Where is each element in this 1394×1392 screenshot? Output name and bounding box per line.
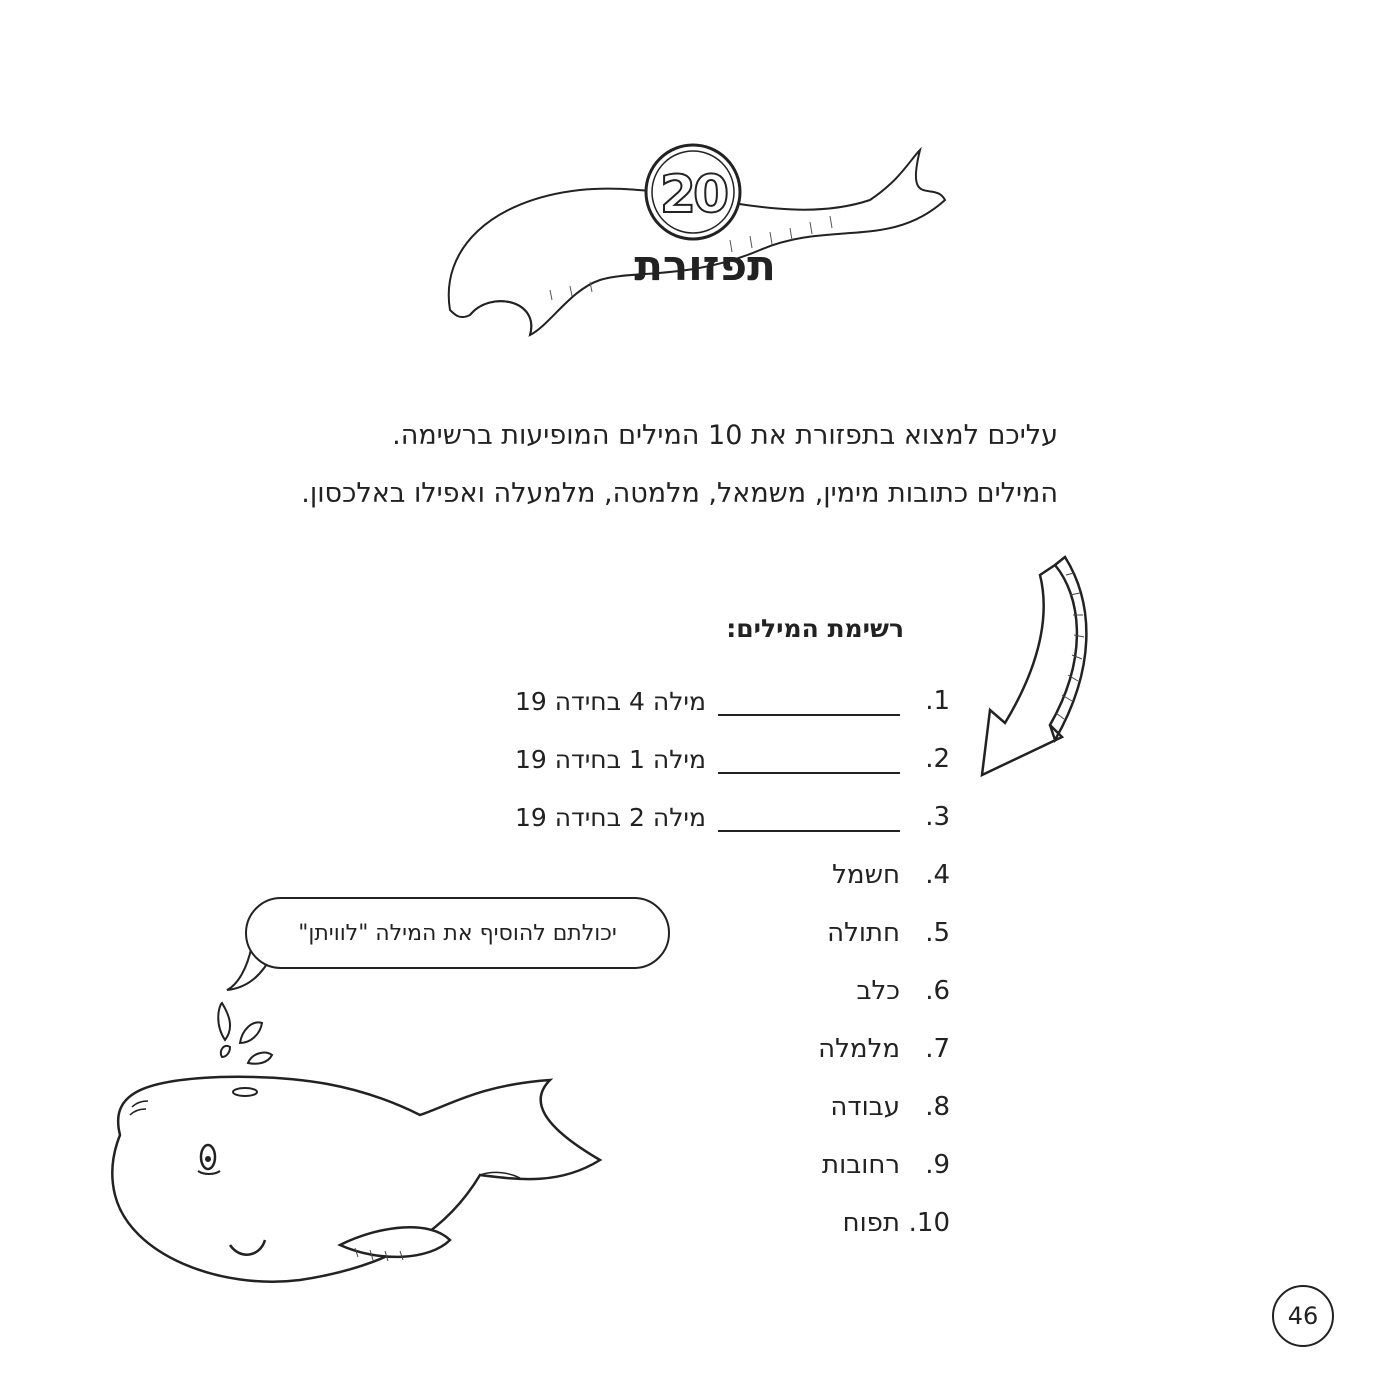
speech-bubble: יכולתם להוסיף את המילה "לוויתן" (245, 897, 670, 969)
list-item (818, 1024, 950, 1064)
item-number: 2. (925, 744, 950, 774)
item-hint: מילה 4 בחידה 19 (514, 687, 706, 716)
list-item (843, 1198, 950, 1238)
item-number: 4. (925, 860, 950, 890)
item-word: עבודה (830, 1092, 900, 1122)
whale-icon (100, 995, 610, 1295)
answer-line[interactable] (718, 748, 900, 774)
item-hint: מילה 2 בחידה 19 (514, 803, 706, 832)
list-item (822, 1140, 950, 1180)
item-number: 5. (925, 918, 950, 948)
list-item (515, 676, 950, 716)
answer-line[interactable] (718, 690, 900, 716)
item-number: 1. (925, 686, 950, 716)
word-list-title: רשימת המילים: (726, 614, 904, 643)
item-word: תפוח (842, 1208, 900, 1238)
answer-line[interactable] (718, 806, 900, 832)
item-word: כלב (856, 976, 900, 1006)
list-item (856, 966, 950, 1006)
curved-arrow-icon (970, 545, 1120, 785)
item-number: 3. (925, 802, 950, 832)
list-item (827, 908, 950, 948)
item-number: 6. (925, 976, 950, 1006)
list-item (830, 1082, 950, 1122)
list-item (515, 792, 950, 832)
instruction-line-1: עליכם למצוא בתפזורת את 10 המילים המופיעות ברשימה. (392, 420, 1058, 451)
item-number: 9. (925, 1150, 950, 1180)
instruction-line-2: המילים כתובות מימין, משמאל, מלמטה, מלמעלה ואפילו באלכסון. (301, 478, 1058, 509)
item-word: מלמלה (818, 1034, 900, 1064)
item-number: 10. (908, 1208, 950, 1238)
item-number: 7. (925, 1034, 950, 1064)
list-item (832, 850, 950, 890)
page-number: 46 (1272, 1285, 1334, 1347)
item-number: 8. (925, 1092, 950, 1122)
list-item (515, 734, 950, 774)
item-word: רחובות (822, 1150, 900, 1180)
item-hint: מילה 1 בחידה 19 (514, 745, 706, 774)
puzzle-number: 20 (659, 165, 727, 225)
item-word: חשמל (832, 860, 900, 890)
item-word: חתולה (827, 918, 900, 948)
page-title: תפזורת (634, 240, 776, 290)
